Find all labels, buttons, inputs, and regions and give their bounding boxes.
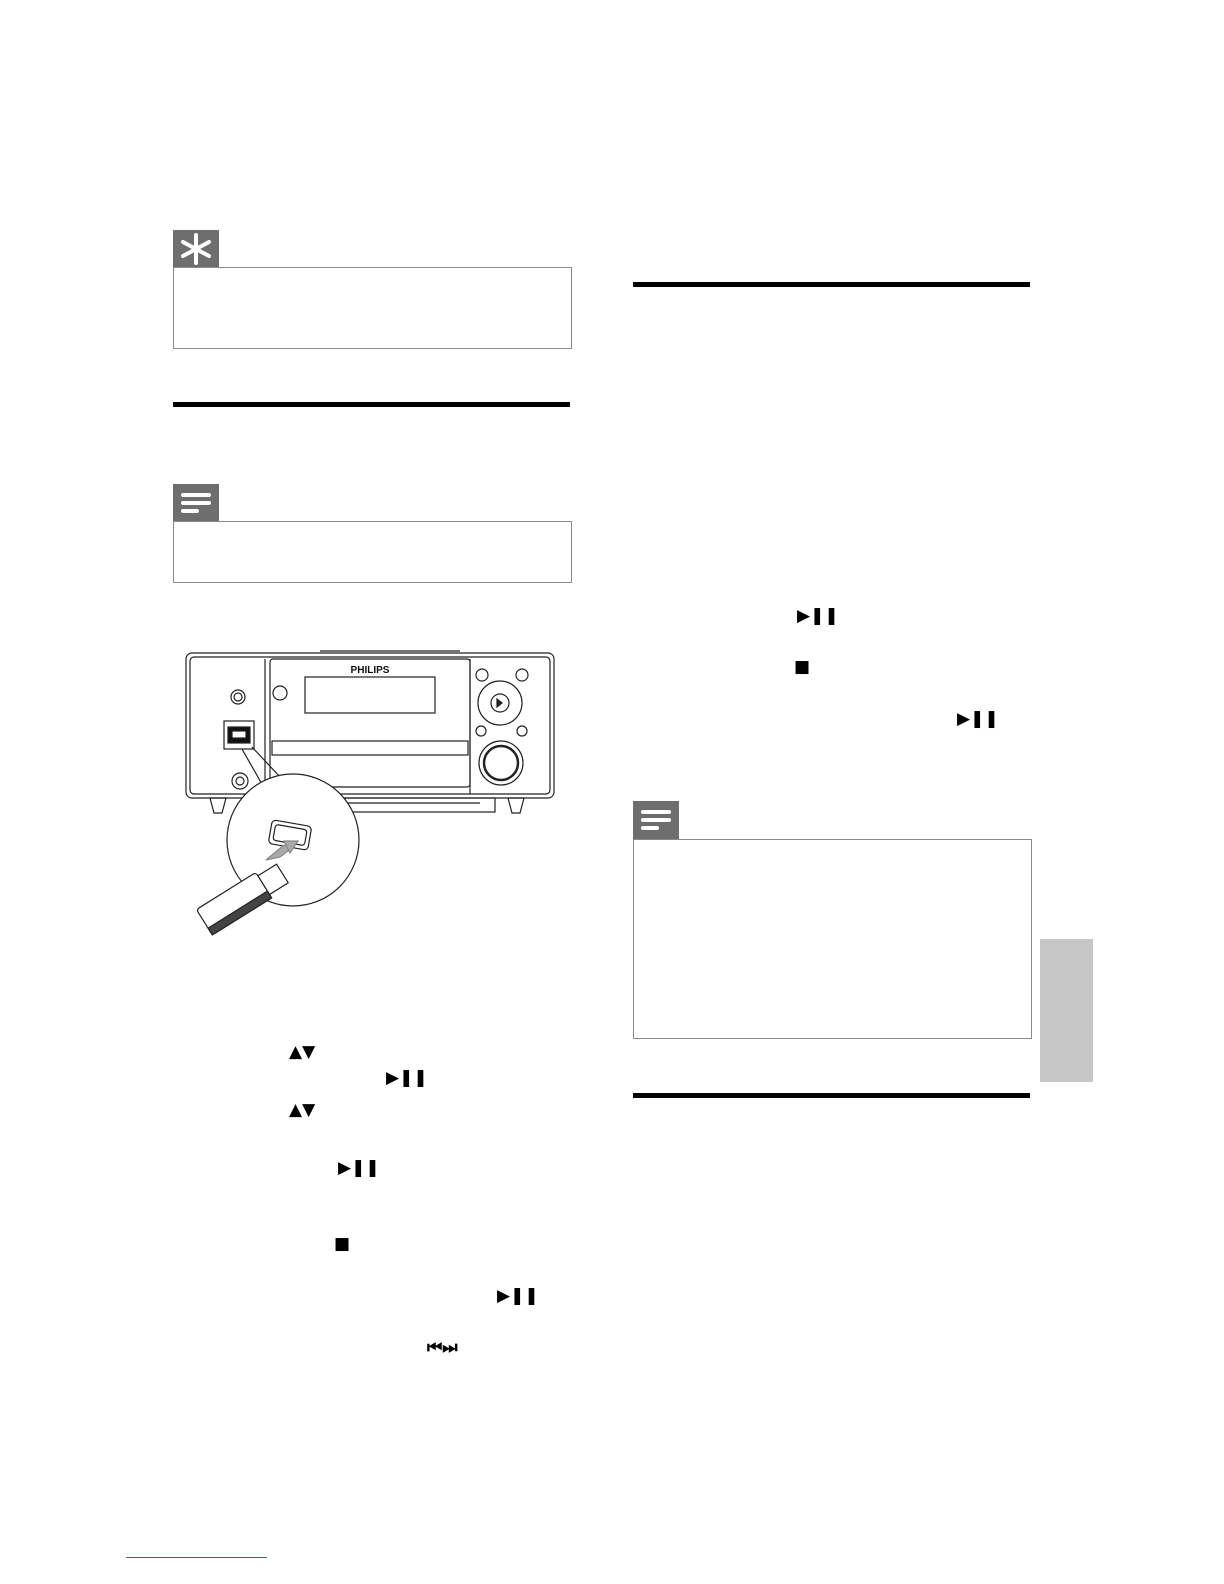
note-lines-icon	[633, 801, 679, 839]
footnote-rule	[126, 1557, 267, 1558]
note-box	[633, 839, 1032, 1039]
play-pause-icon: ▶❚❚	[386, 1068, 428, 1088]
prev-next-icon: ⏮⏭	[427, 1338, 458, 1358]
up-down-arrows-icon: ▲▼	[289, 1042, 316, 1062]
stop-icon: ■	[794, 657, 811, 677]
play-pause-icon: ▶❚❚	[338, 1158, 380, 1178]
note-tab	[173, 484, 219, 522]
tip-tab	[173, 230, 219, 268]
play-pause-icon: ▶❚❚	[957, 709, 999, 729]
note-tab	[633, 801, 679, 839]
section-rule-left	[173, 402, 570, 407]
chapter-side-tab	[1040, 939, 1093, 1082]
device-illustration	[180, 645, 565, 940]
note-box	[173, 521, 572, 583]
note-lines-icon	[173, 484, 219, 522]
play-pause-icon: ▶❚❚	[497, 1286, 539, 1306]
stop-icon: ■	[334, 1234, 351, 1254]
asterisk-icon	[173, 230, 219, 268]
section-rule-right-top	[633, 282, 1030, 287]
brand-label: PHILIPS	[350, 665, 390, 676]
tip-box	[173, 267, 572, 349]
play-pause-icon: ▶❚❚	[797, 606, 839, 626]
up-down-arrows-icon: ▲▼	[289, 1100, 316, 1120]
section-rule-right-bottom	[633, 1093, 1030, 1098]
